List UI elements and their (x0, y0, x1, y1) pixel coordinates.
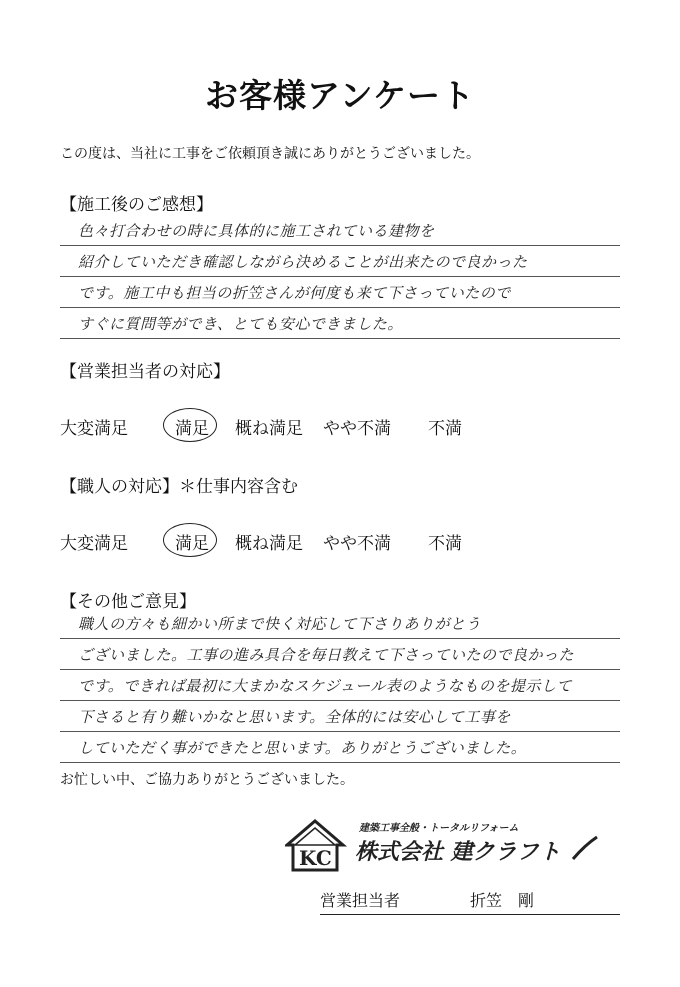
selection-circle (163, 523, 217, 557)
logo-company-name: 株式会社 建クラフト (355, 840, 561, 865)
staff-name: 折笠 剛 (470, 891, 535, 910)
section-heading-impressions: 【施工後のご感想】 (60, 195, 213, 215)
handwritten-line: です。できれば最初に大まかなスケジュール表のようなものを提示して (60, 670, 620, 701)
page-title: お客様アンケート (204, 76, 476, 115)
closing-text: お忙しい中、ご協力ありがとうございました。 (60, 772, 354, 788)
handwritten-line: 色々打合わせの時に具体的に施工されている建物を (60, 215, 620, 246)
house-logo-icon (285, 815, 605, 875)
rating-option-selected[interactable]: 満足 (175, 534, 209, 554)
impressions-handwriting (60, 215, 620, 339)
handwritten-line: です。施工中も担当の折笠さんが何度も来て下さっていたので (60, 277, 620, 308)
rating-option[interactable]: やや不満 (323, 419, 391, 439)
intro-text: この度は、当社に工事をご依頼頂き誠にありがとうございました。 (60, 146, 480, 162)
handwritten-line: 紹介していただき確認しながら決めることが出来たので良かった (60, 246, 620, 277)
rating-option-selected[interactable]: 満足 (175, 419, 209, 439)
rating-option[interactable]: 概ね満足 (235, 534, 303, 554)
handwritten-line: 下さると有り難いかなと思います。全体的には安心して工事を (60, 701, 620, 732)
company-logo (285, 815, 605, 875)
rating-option[interactable]: 不満 (428, 419, 462, 439)
handwritten-line: すぐに質問等ができ、とても安心できました。 (60, 308, 620, 339)
selection-circle (163, 408, 217, 442)
section-heading-other-opinions: 【その他ご意見】 (60, 592, 196, 612)
staff-label: 営業担当者 (320, 891, 401, 910)
rating-option[interactable]: 不満 (428, 534, 462, 554)
logo-tagline: 建築工事全般・トータルリフォーム (359, 823, 519, 834)
opinions-handwriting (60, 608, 620, 763)
handwritten-line: 職人の方々も細かい所まで快く対応して下さりありがとう (60, 608, 620, 639)
rating-option[interactable]: 大変満足 (60, 419, 128, 439)
section-heading-craftsmen: 【職人の対応】＊仕事内容含む (60, 477, 298, 497)
handwritten-line: ございました。工事の進み具合を毎日教えて下さっていたので良かった (60, 639, 620, 670)
rating-option[interactable]: やや不満 (323, 534, 391, 554)
staff-signature-line (320, 886, 620, 915)
rating-option[interactable]: 概ね満足 (235, 419, 303, 439)
section-heading-sales-rep: 【営業担当者の対応】 (60, 362, 230, 382)
rating-option[interactable]: 大変満足 (60, 534, 128, 554)
handwritten-line: していただく事ができたと思います。ありがとうございました。 (60, 732, 620, 763)
logo-mark: KC (299, 846, 332, 870)
